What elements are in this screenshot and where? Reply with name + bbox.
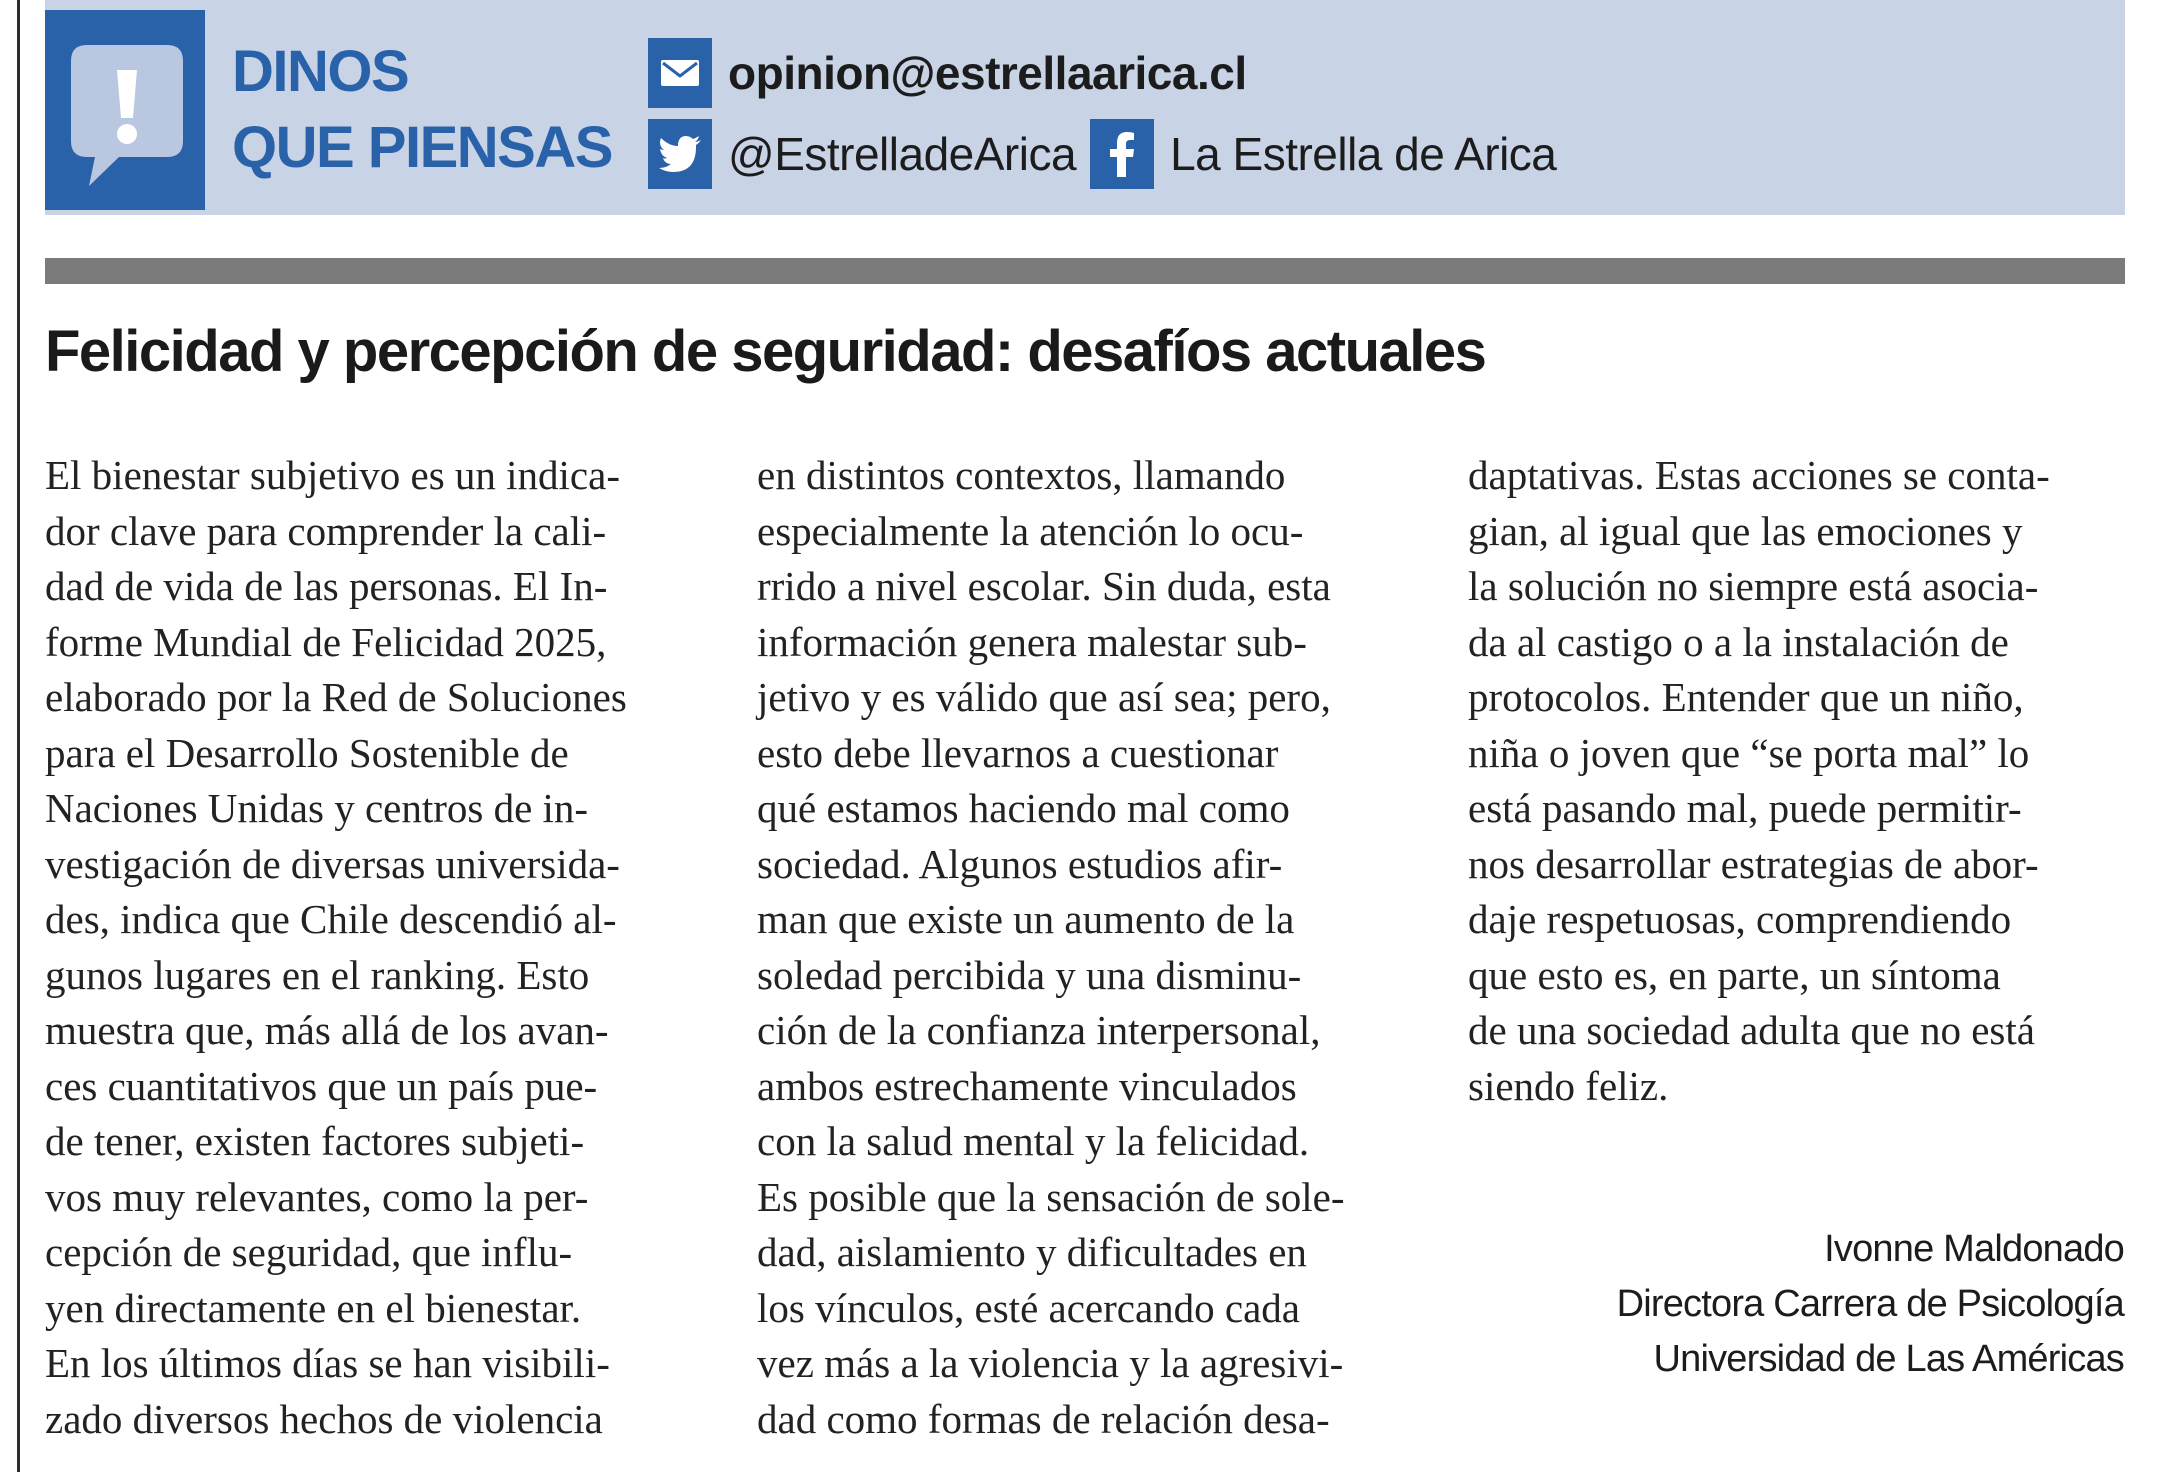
article-column-1: El bienestar subjetivo es un indica- dor clave para comprender la cali- dad de vida de las personas. El In- forme Mundial de Felicidad 2025, elaborado por la Red de Soluciones para el Desarrollo Sostenible de Naciones Unidas y centros de in- vestigación de diversas universida- des, indica que Chile descendió al- gunos lugares en el ranking. Esto muestra que, más allá de los avan- ces cuantitativos que un país pue- de tener, existen factores subjeti- vos muy relevantes, como la per- cepción de seguridad, que influ- yen directamente en el bienestar. En los últimos días se han visibili- zado diversos hechos de violencia [45, 452, 627, 1442]
facebook-page[interactable]: La Estrella de Arica [1170, 128, 1557, 180]
email-address[interactable]: opinion@estrellaarica.cl [728, 47, 1247, 99]
article-column-2: en distintos contextos, llamando especialmente la atención lo ocu- rrido a nivel escolar. Sin duda, esta información genera malestar sub- jetivo y es válido que así sea; pero, esto debe llevarnos a cuestionar qué estamos haciendo mal como sociedad. Algunos estudios afir- man que existe un aumento de la soledad percibida y una disminu- ción de la confianza interpersonal, ambos estrechamente vinculados con la salud mental y la felicidad. Es posible que la sensación de sole- dad, aislamiento y dificultades en los vínculos, esté acercando cada vez más a la violencia y la agresivi- dad como formas de relación desa- [757, 452, 1345, 1442]
email-contact[interactable] [648, 38, 1247, 108]
section-divider [45, 258, 2125, 284]
article-headline: Felicidad y percepción de seguridad: desafíos actuales [45, 319, 1486, 384]
section-logo [45, 10, 205, 210]
twitter-bird-icon [648, 119, 712, 189]
page-edge-rule [17, 0, 20, 1472]
author-role: Directora Carrera de Psicología [1616, 1283, 2124, 1325]
author-institution: Universidad de Las Américas [1653, 1338, 2124, 1380]
social-contacts [648, 118, 1556, 190]
section-title-line2: QUE PIENSAS [232, 115, 612, 180]
facebook-icon [1090, 119, 1154, 189]
section-title [232, 34, 612, 186]
envelope-icon [648, 38, 712, 108]
author-name: Ivonne Maldonado [1824, 1228, 2124, 1270]
author-signature [1617, 1222, 2124, 1387]
section-title-line1: DINOS [232, 39, 409, 104]
article-column-3: daptativas. Estas acciones se conta- gian, al igual que las emociones y la solución no siempre está asocia- da al castigo o a la instalación de protocolos. Entender que un niño, niña o joven que “se porta mal” lo está pasando mal, puede permitir- nos desarrollar estrategias de abor- daje respetuosas, comprendiendo que esto es, en parte, un síntoma de una sociedad adulta que no está siendo feliz. [1468, 452, 2050, 1109]
exclamation-speech-bubble-icon [45, 10, 205, 210]
twitter-handle[interactable]: @EstrelladeArica [728, 128, 1077, 180]
